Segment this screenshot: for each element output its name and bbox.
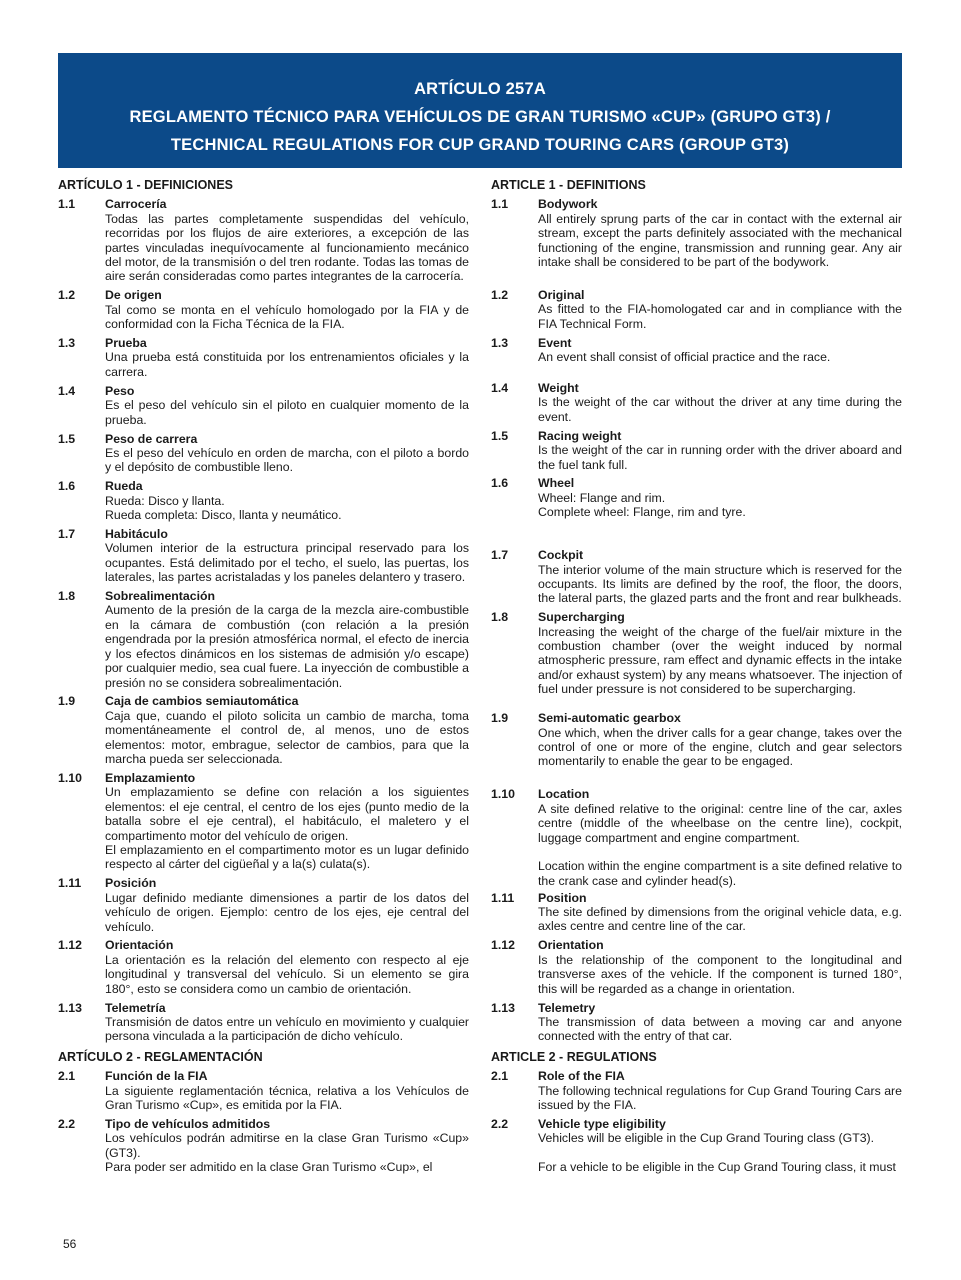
definition-item: [491, 891, 902, 934]
definition-item: [491, 1001, 902, 1044]
article-1-heading: ARTICLE 1 - DEFINITIONS: [491, 178, 646, 192]
definition-item: [58, 1069, 469, 1112]
spanish-column: [58, 176, 469, 1179]
definition-item: [491, 429, 902, 472]
item-text: Un emplazamiento se define con relación a los siguientes elementos: el eje central, el centro de los ejes (punto medio de la batalla sobre el eje central), el habitáculo, el maletero y el compartimento motor del vehículo de origen. El emplazamiento en el compartimento motor es un lugar definido respecto al cárter del cigüeñal y a la(s) culata(s).: [105, 785, 469, 872]
definition-item: [491, 938, 902, 996]
item-text: The interior volume of the main structure which is reserved for the occupants. Its limits are defined by the roof, the floor, the doors, the lateral parts, the glazed parts and the front and rear bulkheads.: [538, 562, 902, 606]
item-title: De origen: [105, 288, 162, 303]
item-number: 1.1: [491, 197, 509, 212]
item-text: One which, when the driver calls for a gear change, takes over the control of one or more of the engine, clutch and gear selectors momentarily to enable the gear to be engaged.: [538, 725, 902, 769]
item-text: The following technical regulations for Cup Grand Touring Cars are issued by the FIA.: [538, 1083, 902, 1112]
item-number: 1.1: [58, 197, 76, 212]
item-text: The site defined by dimensions from the original vehicle data, e.g. axles centre and centre line of the car.: [538, 905, 902, 934]
item-text: All entirely sprung parts of the car in contact with the external air stream, except the parts definitely associated with the mechanical functioning of the engine, transmission and running gear. Any air intake shall be considered to be part of the bodywork.: [538, 211, 902, 270]
item-number: 2.1: [491, 1069, 509, 1084]
item-number: 1.10: [58, 770, 82, 785]
item-title: Supercharging: [538, 610, 625, 625]
definition-item: [58, 1117, 469, 1175]
item-text: Una prueba está constituida por los entrenamientos oficiales y la carrera.: [105, 350, 469, 379]
article-1-heading: ARTÍCULO 1 - DEFINICIONES: [58, 178, 234, 192]
definition-item: [491, 476, 902, 519]
item-text: Aumento de la presión de la carga de la mezcla aire-combustible en la cámara de combustión (con relación a la presión engendrada por la presión atmosférica normal, el efecto de inercia y los efectos dinámicos en los sistemas de admisión y/o escape) por cualquier medio, sea cual fuere. La inyección de combustible a presión no se considera sobrealimentación.: [105, 603, 469, 690]
item-text: La orientación es la relación del elemento con respecto al eje longitudinal y transversal del vehículo. Si un elemento se gira 180°, esto se considera como un cambio de orientación.: [105, 952, 469, 996]
item-text: A site defined relative to the original: centre line of the car, axles centre (middle of the wheelbase on the centre line), cockpit, luggage compartment and engine compartment. Location within the engine compartment is a site defined relative to the crank case and cylinder head(s).: [538, 801, 902, 888]
item-text: Volumen interior de la estructura principal reservado para los ocupantes. Está delimitado por el techo, el suelo, las puertas, los laterales, las partes acristaladas y los paneles delantero y trasero.: [105, 541, 469, 585]
definition-item: [58, 432, 469, 475]
item-title: Tipo de vehículos admitidos: [105, 1116, 271, 1131]
title-english: TECHNICAL REGULATIONS FOR CUP GRAND TOURING CARS (GROUP GT3): [170, 136, 790, 154]
item-number: 1.7: [58, 526, 76, 541]
definition-item: [491, 787, 902, 888]
item-title: Peso de carrera: [105, 431, 198, 446]
item-title: Original: [538, 287, 585, 302]
item-title: Racing weight: [538, 428, 622, 443]
item-text: Vehicles will be eligible in the Cup Grand Touring class (GT3). For a vehicle to be eligible in the Cup Grand Touring class, it must: [538, 1131, 896, 1175]
item-number: 1.2: [58, 288, 76, 303]
definition-item: [58, 384, 469, 427]
article-2-heading: ARTICLE 2 - REGULATIONS: [491, 1049, 657, 1064]
item-title: Emplazamiento: [105, 770, 196, 785]
item-number: 1.4: [491, 380, 509, 395]
item-number: 1.9: [491, 711, 509, 726]
item-number: 1.6: [491, 476, 509, 491]
item-number: 1.10: [491, 787, 515, 802]
item-text: Todas las partes completamente suspendidas del vehículo, recorridas por los flujos de aire exteriores, a excepción de las partes vinculadas inequívocamente al funcionamiento mecánico del motor, de la transmisión o del tren rodante. Todas las tomas de aire serán consideradas como partes integrantes de la carrocería.: [105, 211, 469, 284]
item-number: 1.11: [58, 876, 82, 891]
item-text: Increasing the weight of the charge of the fuel/air mixture in the combustion chamber (over the weight induced by normal atmospheric pressure, ram effect and dynamic effects in the intake and/or exhaust system) by any means whatsoever. The injection of fuel under pressure is not considered to be supercharging.: [538, 624, 902, 697]
item-text: La siguiente reglamentación técnica, relativa a los Vehículos de Gran Turismo «Cup», es emitida por la FIA.: [105, 1083, 469, 1112]
definition-item: [58, 771, 469, 872]
item-text: Is the relationship of the component to the longitudinal and transverse axes of the vehicle. If the component is turned 180°, this will be regarded as a change in orientation.: [538, 952, 902, 996]
definition-item: [58, 694, 469, 766]
item-title: Event: [538, 335, 572, 350]
item-title: Wheel: [538, 476, 575, 491]
item-number: 1.3: [58, 336, 76, 351]
item-title: Telemetría: [105, 1000, 166, 1015]
item-number: 1.5: [58, 431, 76, 446]
item-title: Caja de cambios semiautomática: [105, 694, 299, 709]
item-text: Wheel: Flange and rim. Complete wheel: Flange, rim and tyre.: [538, 490, 746, 520]
article-number: ARTÍCULO 257A: [414, 80, 546, 98]
item-title: Bodywork: [538, 197, 598, 212]
definition-item: [491, 336, 902, 365]
definition-item: [491, 1117, 902, 1175]
item-text: Transmisión de datos entre un vehículo en movimiento y cualquier persona vinculada a la participación de dicho vehículo.: [105, 1014, 469, 1044]
item-number: 1.8: [58, 589, 76, 604]
item-text: Rueda: Disco y llanta. Rueda completa: Disco, llanta y neumático.: [105, 493, 342, 523]
item-title: Location: [538, 787, 590, 802]
definition-item: [58, 527, 469, 585]
item-text: The transmission of data between a moving car and anyone connected with the entry of that car.: [538, 1014, 902, 1044]
definition-item: [58, 938, 469, 996]
item-text: An event shall consist of official practice and the race.: [538, 350, 831, 365]
item-text: Caja que, cuando el piloto solicita un cambio de marcha, toma momentáneamente el control de, al menos, uno de estos elementos: motor, embrague, selector de cambios, para que la marcha pueda ser seleccionada.: [105, 708, 469, 767]
definition-item: [58, 336, 469, 379]
item-title: Habitáculo: [105, 526, 168, 541]
item-number: 1.4: [58, 383, 76, 398]
definition-item: [491, 197, 902, 269]
item-number: 2.2: [58, 1116, 76, 1131]
item-title: Posición: [105, 876, 157, 891]
item-title: Prueba: [105, 336, 147, 351]
item-number: 1.6: [58, 479, 76, 494]
english-column: [491, 176, 902, 1179]
item-number: 2.2: [491, 1116, 509, 1131]
item-text: Es el peso del vehículo en orden de marcha, con el piloto a bordo y el depósito de combustible lleno.: [105, 445, 469, 475]
definition-item: [491, 1069, 902, 1112]
item-title: Sobrealimentación: [105, 589, 216, 604]
item-title: Role of the FIA: [538, 1069, 625, 1084]
item-title: Carrocería: [105, 197, 167, 212]
definition-item: [58, 589, 469, 690]
article-2-heading: ARTÍCULO 2 - REGLAMENTACIÓN: [58, 1049, 263, 1064]
definition-item: [491, 288, 902, 331]
item-title: Telemetry: [538, 1000, 596, 1015]
item-title: Peso: [105, 383, 135, 398]
item-text: Lugar definido mediante dimensiones a partir de los datos del vehículo de origen. Ejemplo: centro de los ejes, eje central del vehículo.: [105, 890, 469, 934]
definition-item: [58, 1001, 469, 1044]
item-title: Rueda: [105, 479, 143, 494]
item-text: Los vehículos podrán admitirse en la clase Gran Turismo «Cup» (GT3). Para poder ser admitido en la clase Gran Turismo «Cup», el: [105, 1131, 469, 1175]
item-title: Orientación: [105, 938, 174, 953]
item-number: 1.3: [491, 335, 509, 350]
item-number: 1.13: [491, 1000, 515, 1015]
item-number: 1.5: [491, 428, 509, 443]
item-text: As fitted to the FIA-homologated car and in compliance with the FIA Technical Form.: [538, 302, 902, 331]
item-text: Es el peso del vehículo sin el piloto en cualquier momento de la prueba.: [105, 398, 469, 427]
item-text: Tal como se monta en el vehículo homologado por la FIA y de conformidad con la Ficha Técnica de la FIA.: [105, 302, 469, 332]
definition-item: [58, 197, 469, 283]
definition-item: [491, 610, 902, 696]
item-number: 2.1: [58, 1069, 76, 1084]
definition-item: [58, 876, 469, 934]
item-title: Orientation: [538, 938, 604, 953]
item-number: 1.12: [491, 938, 515, 953]
definition-item: [58, 479, 469, 522]
definition-item: [491, 711, 902, 769]
definition-item: [58, 288, 469, 331]
item-number: 1.12: [58, 938, 82, 953]
item-title: Cockpit: [538, 548, 584, 563]
item-title: Vehicle type eligibility: [538, 1116, 666, 1131]
item-number: 1.13: [58, 1000, 82, 1015]
item-number: 1.7: [491, 548, 509, 563]
title-banner: [58, 53, 902, 168]
page-number: 56: [63, 1237, 77, 1251]
item-title: Función de la FIA: [105, 1069, 208, 1084]
item-number: 1.11: [491, 890, 515, 905]
item-text: Is the weight of the car in running order with the driver aboard and the fuel tank full.: [538, 443, 902, 472]
title-spanish: REGLAMENTO TÉCNICO PARA VEHÍCULOS DE GRAN TURISMO «CUP» (GRUPO GT3) /: [129, 108, 831, 126]
definition-item: [491, 381, 902, 424]
item-title: Position: [538, 890, 587, 905]
item-title: Semi-automatic gearbox: [538, 711, 681, 726]
item-title: Weight: [538, 380, 579, 395]
item-number: 1.9: [58, 694, 76, 709]
item-text: Is the weight of the car without the driver at any time during the event.: [538, 395, 902, 424]
item-number: 1.2: [491, 287, 509, 302]
item-number: 1.8: [491, 610, 509, 625]
definition-item: [491, 548, 902, 606]
